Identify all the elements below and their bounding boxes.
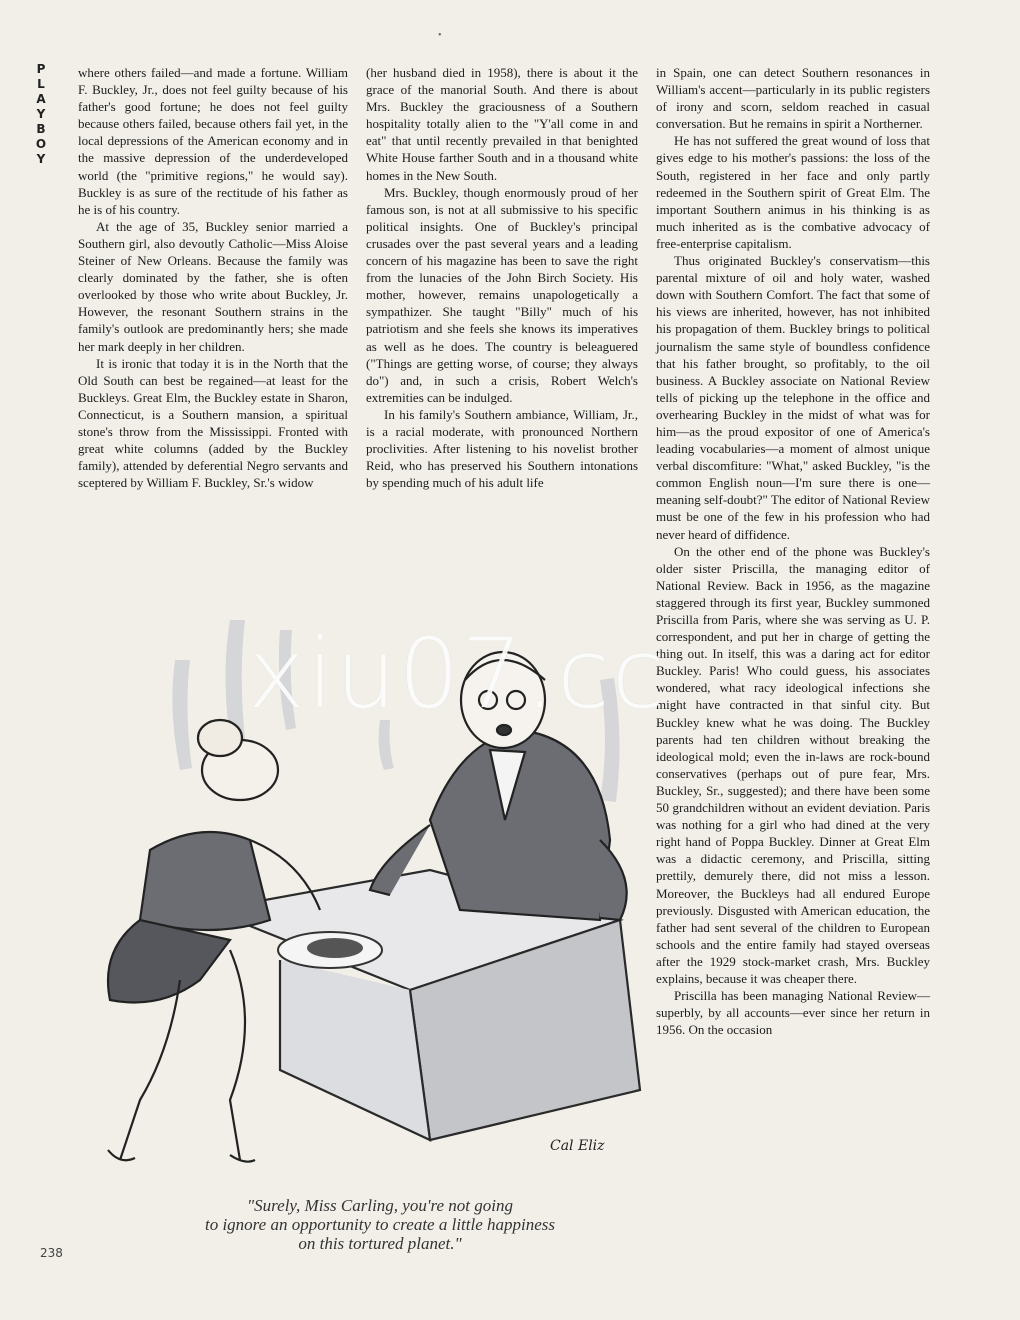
cartoon-illustration xyxy=(80,620,700,1200)
top-mark: • xyxy=(438,30,442,41)
paragraph: It is ironic that today it is in the North that the Old South can best be regained—at least for the Buckleys. Great Elm, the Buckley estate in Sharon, Connecticut, is a Southern mansion, a spiritual stone's throw from the Mississippi. Fronted with great white columns (added by the Buckley family), attended by deferential Negro servants and sceptered by William F. Buckley, Sr.'s widow xyxy=(78,355,348,491)
caption-line: to ignore an opportunity to create a little happiness xyxy=(204,1215,556,1234)
plate-icon xyxy=(278,932,382,968)
paragraph: Mrs. Buckley, though enormously proud of her famous son, is not at all submissive to his specific political insights. One of Buckley's principal crusades over the past several years and a leading concern of his magazine has been to save the right from the lunacies of the John Birch Society. His mother, however, remains unapologetically a sympathizer. She taught "Billy" much of his patriotism and she feels she knows its imperatives as well as he does. The country is beleaguered ("Things are getting worse, of course; they always do") and, in such a crisis, Robert Welch's extremities can be indulged. xyxy=(366,184,638,405)
page-number: 238 xyxy=(40,1246,63,1260)
paragraph: He has not suffered the great wound of loss that gives edge to his mother's passions: the loss of the South, registered in her face and only partly redeemed in the Southern spirit of Great Elm. The important Southern animus in his thinking is as much inherited as is the combative advocacy of free-enterprise capitalism. xyxy=(656,133,930,251)
caption-line: "Surely, Miss Carling, you're not going xyxy=(247,1196,513,1215)
paragraph: Priscilla has been managing National Review—superbly, by all accounts—ever since her return in 1956. On the occasion xyxy=(656,988,930,1038)
cartoon-caption xyxy=(120,1196,640,1253)
paragraph: where others failed—and made a fortune. William F. Buckley, Jr., does not feel guilty because of his father's good fortune; he does not feel guilty because others failed, because others fail yet, in the local depressions of the American economy and in the massive depression of the underdeveloped world (the "primitive regions," he would say). Buckley is as sure of the rectitude of his father as he is of his country. xyxy=(78,65,348,217)
caption-line: on this tortured planet." xyxy=(298,1234,462,1253)
paragraph: Thus originated Buckley's conservatism—this parental mixture of oil and holy water, washed down with Southern Comfort. The fact that some of his views are inherited, however, has not inhibited his propagation of them. Buckley brings to political journalism the same style of boundless confidence that his father brought, so profitably, to the oil business. A Buckley associate on National Review tells of picking up the telephone in the office and overhearing Buckley in the midst of what was for him—as the proud expositor of one of America's leading vocabularies—a moment of almost unique verbal discomfiture: "What," asked Buckley, "is the common English noun—I'm sure there is one—meaning self-doubt?" The editor of National Review must be one of the few in his profession who had never heard of diffidence. xyxy=(656,253,930,542)
paragraph: On the other end of the phone was Buckley's older sister Priscilla, the managing editor of National Review. Back in 1956, as the magazine staggered through its first year, Buckley summoned Priscilla from Paris, where she was serving as U. P. correspondent, and put her in charge of getting the thing out. In itself, this was a daring act for editor Buckley. Paris! Who could guess, his associates wondered, what racy ideological infections she might have contracted in that sinful city. But Buckley knew what he was doing. The Buckley parents had ten children without breaking the ideological mold; even the in-laws are rock-bound conservatives (perhaps out of pure fear, Mrs. Buckley, Sr., suggested); and there have been some 50 grandchildren without an evident deviation. Paris was nothing for a girl who had dined at the very right hand of Poppa Buckley. Dinner at Great Elm was a didactic ceremony, and Priscilla, sitting prettily, demurely there, did not miss a lesson. Moreover, the Buckleys had all endured Europe previously. Disgusted with American education, the father had sent several of the children to European schools and the entire family had stayed overseas after the 1929 stock-market crash, Mrs. Buckley explains, because it was cheaper there. xyxy=(656,543,930,986)
paragraph: in Spain, one can detect Southern resonances in William's accent—particularly in its public registers of irony and scorn, seldom reached in casual conversation. But he remains in spirit a Northerner. xyxy=(656,65,930,132)
paragraph: (her husband died in 1958), there is about it the grace of the manorial South. And there is about Mrs. Buckley the graciousness of a Southern hospitality totally alien to the "Y'all come in and eat" that until recently prevailed in that benighted White House farther South and in a thousand white homes in the New South. xyxy=(366,65,638,183)
text-column-1 xyxy=(78,64,348,491)
paragraph: In his family's Southern ambiance, William, Jr., is a racial moderate, with pronounced Northern proclivities. After listening to his novelist brother Reid, who has preserved his Southern intonations by spending much of his adult life xyxy=(366,406,638,491)
running-head: PLAYBOY xyxy=(34,62,48,167)
paragraph: At the age of 35, Buckley senior married a Southern girl, also devoutly Catholic—Miss Aloise Steiner of New Orleans. Because the family was clearly dominated by the father, she is often overlooked by those who write about Buckley, Jr. However, the resonant Southern strains in the family's outlook are predominantly hers; she made her mark deeply in her children. xyxy=(78,218,348,354)
cartoon-signature: Cal Eliz xyxy=(550,1138,605,1154)
text-column-2 xyxy=(366,64,638,491)
watermark: xiu07.cc xyxy=(248,618,667,730)
